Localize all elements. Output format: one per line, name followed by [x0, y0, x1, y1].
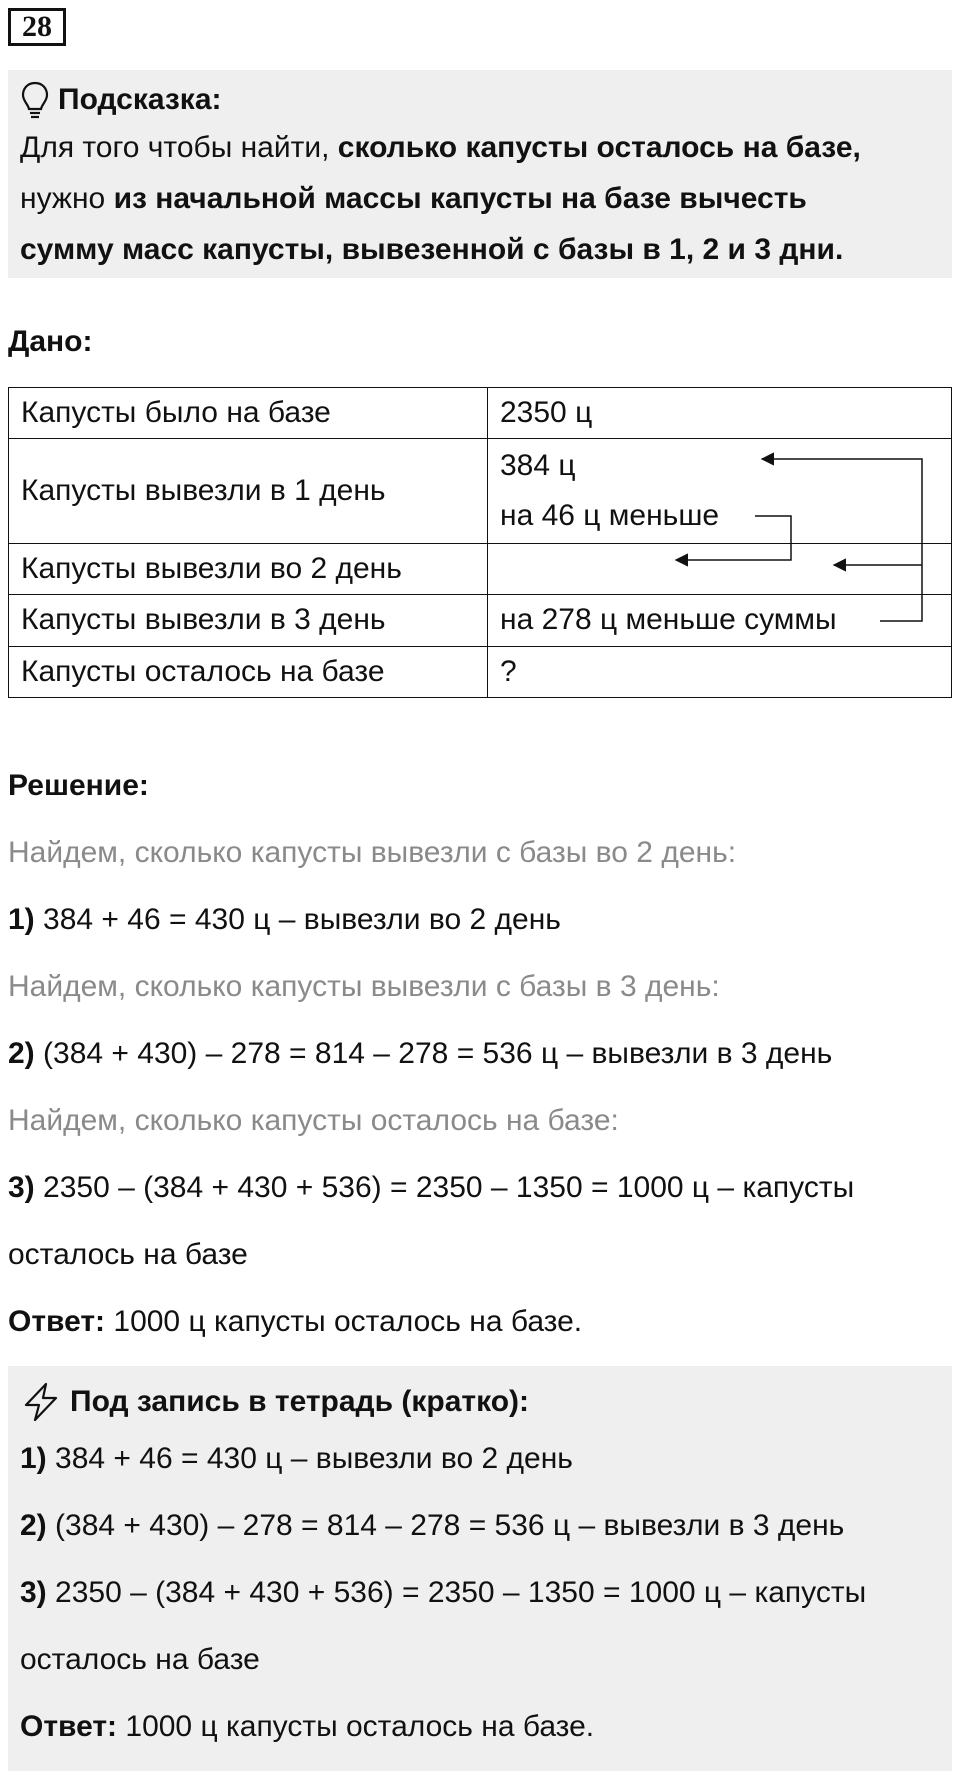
- solution-step-2: [8, 1034, 952, 1101]
- solution-step-2-num: 2): [8, 1037, 35, 1070]
- solution-step-3: [8, 1168, 952, 1235]
- table-cell-value-line-1: 384 ц: [500, 449, 576, 483]
- hint-line-2-regular: нужно: [20, 182, 114, 215]
- short-step-3-text: 2350 – (384 + 430 + 536) = 2350 – 1350 = 1000 ц – капусты: [46, 1576, 867, 1609]
- hint-line-1-regular: Для того чтобы найти,: [20, 131, 338, 164]
- table-cell-label: Капусты вывезли во 2 день: [9, 544, 488, 595]
- table-cell-value: на 278 ц меньше суммы: [488, 595, 952, 646]
- short-title: Под запись в тетрадь (кратко):: [70, 1385, 530, 1418]
- table-row: [9, 595, 952, 646]
- hint-line-2: [20, 173, 942, 224]
- table-cell-value-line-2: на 46 ц меньше: [500, 499, 720, 533]
- solution-step-1-text: 384 + 46 = 430 ц – вывезли во 2 день: [34, 903, 561, 936]
- table-cell-label: Капусты вывезли в 3 день: [9, 595, 488, 646]
- solution-heading: Решение:: [8, 769, 149, 802]
- short-step-3-num: 3): [20, 1576, 47, 1609]
- short-step-1: [20, 1432, 940, 1499]
- solution-step-3-intro: Найдем, сколько капусты осталось на базе:: [8, 1104, 619, 1137]
- short-step-2-text: (384 + 430) – 278 = 814 – 278 = 536 ц – вывезли в 3 день: [46, 1509, 845, 1542]
- hint-line-1-bold: сколько капусты осталось на базе,: [337, 131, 861, 164]
- solution-step-3-cont: осталось на базе: [8, 1238, 248, 1271]
- table-cell-value: [488, 439, 952, 544]
- table-cell-value: ?: [488, 646, 952, 697]
- hint-line-2-bold: из начальной массы капусты на базе вычесть: [113, 182, 807, 215]
- table-cell-value: 2350 ц: [488, 388, 952, 439]
- short-step-1-num: 1): [20, 1442, 47, 1475]
- short-step-2: [20, 1499, 940, 1566]
- solution-step-1-num: 1): [8, 903, 35, 936]
- problem-number: [8, 8, 66, 46]
- table-row: [9, 544, 952, 595]
- solution-section: [8, 766, 952, 1369]
- table-cell-value: [488, 544, 952, 595]
- hint-title-row: [20, 78, 942, 122]
- table-cell-label: Капусты вывезли в 1 день: [9, 439, 488, 544]
- given-heading: Дано:: [8, 325, 93, 358]
- hint-line-3: сумму масс капусты, вывезенной с базы в 1, 2 и 3 дни.: [20, 233, 844, 266]
- table-cell-label: Капусты осталось на базе: [9, 646, 488, 697]
- table-row: [9, 388, 952, 439]
- short-step-1-text: 384 + 46 = 430 ц – вывезли во 2 день: [46, 1442, 573, 1475]
- short-title-row: [20, 1372, 940, 1432]
- short-answer: [20, 1700, 940, 1767]
- given-table: [8, 387, 952, 698]
- table-row: [9, 646, 952, 697]
- lightning-icon: [20, 1381, 62, 1423]
- lightbulb-icon: [20, 80, 50, 120]
- solution-step-3-num: 3): [8, 1171, 35, 1204]
- solution-step-1-intro: Найдем, сколько капусты вывезли с базы во 2 день:: [8, 836, 737, 869]
- solution-step-3-text: 2350 – (384 + 430 + 536) = 2350 – 1350 = 1000 ц – капусты: [34, 1171, 855, 1204]
- table-cell-label: Капусты было на базе: [9, 388, 488, 439]
- solution-answer-text: 1000 ц капусты осталось на базе.: [105, 1305, 583, 1338]
- hint-line-1: [20, 122, 942, 173]
- problem-number-text: 28: [22, 10, 52, 43]
- short-step-3-cont: осталось на базе: [20, 1643, 260, 1676]
- short-answer-label: Ответ:: [20, 1710, 118, 1743]
- short-notes-box: [8, 1366, 952, 1771]
- short-answer-text: 1000 ц капусты осталось на базе.: [117, 1710, 595, 1743]
- hint-box: [8, 70, 952, 278]
- solution-answer: [8, 1302, 952, 1369]
- solution-step-2-text: (384 + 430) – 278 = 814 – 278 = 536 ц – вывезли в 3 день: [34, 1037, 833, 1070]
- short-step-3: [20, 1566, 940, 1633]
- short-step-2-num: 2): [20, 1509, 47, 1542]
- solution-answer-label: Ответ:: [8, 1305, 106, 1338]
- solution-step-2-intro: Найдем, сколько капусты вывезли с базы в 3 день:: [8, 970, 720, 1003]
- table-row: [9, 439, 952, 544]
- hint-title: Подсказка:: [58, 83, 222, 116]
- solution-step-1: [8, 900, 952, 967]
